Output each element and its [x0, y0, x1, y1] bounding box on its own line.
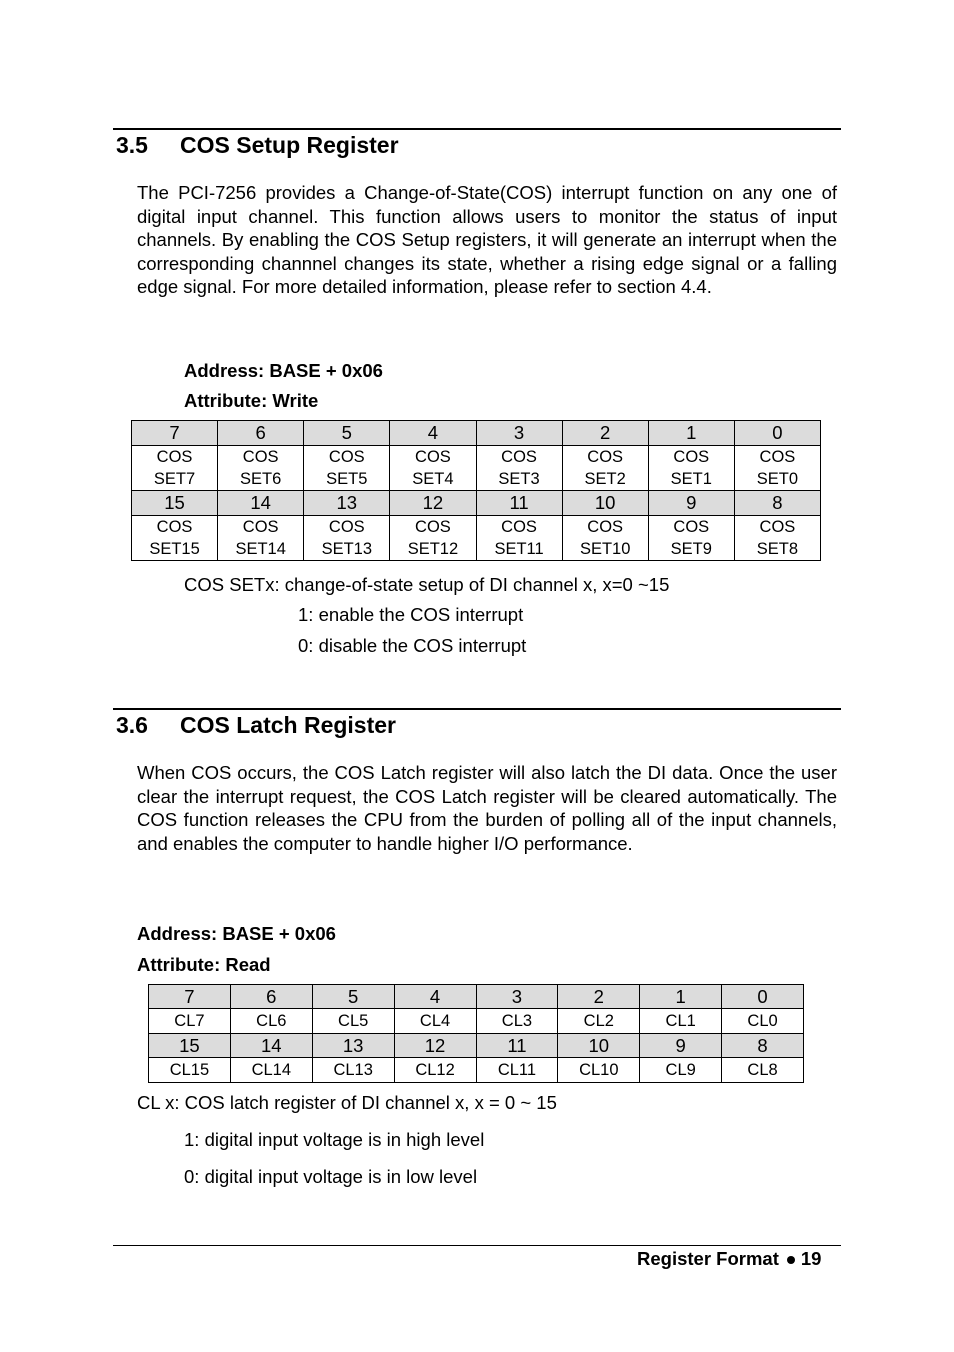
bit-name-cell: [132, 446, 218, 491]
bit-cell: 15: [132, 491, 218, 516]
bit-name-line: SET5: [326, 470, 368, 488]
bit-name-row: [132, 516, 821, 561]
bit-name-cell: [562, 446, 648, 491]
bit-name-line: COS: [587, 518, 624, 536]
bit-name-row: [149, 1009, 804, 1034]
attribute-label: Attribute: Write: [184, 390, 319, 411]
bit-cell: 2: [562, 421, 648, 446]
bit-name-cell: CL0: [722, 1009, 804, 1034]
bit-name-line: COS: [587, 448, 624, 466]
section-number: 3.5: [116, 132, 148, 158]
bit-name-cell: [304, 446, 390, 491]
bit-cell: 10: [558, 1034, 640, 1058]
bit-cell: 11: [476, 491, 562, 516]
bit-name-cell: CL14: [230, 1058, 312, 1083]
register-description: COS SETx: change-of-state setup of DI channel x, x=0 ~15: [184, 574, 670, 595]
bit-name-line: COS: [156, 448, 193, 466]
attribute-label: Attribute: Read: [137, 954, 271, 975]
bit-cell: 14: [218, 491, 304, 516]
option-low: 0: digital input voltage is in low level: [184, 1166, 478, 1187]
bit-cell: 7: [132, 421, 218, 446]
bit-name-cell: [132, 516, 218, 561]
bit-name-cell: CL5: [312, 1009, 394, 1034]
bit-name-line: SET3: [498, 470, 540, 488]
section-divider-top: [113, 128, 841, 130]
bit-name-line: SET1: [670, 470, 712, 488]
bit-cell: 4: [390, 421, 476, 446]
bit-name-line: SET7: [153, 470, 196, 488]
bit-name-row: [132, 446, 821, 491]
bit-name-cell: CL2: [558, 1009, 640, 1034]
bit-name-line: SET0: [756, 470, 799, 488]
bit-cell: 9: [648, 491, 734, 516]
bit-cell: 8: [722, 1034, 804, 1058]
section-paragraph: The PCI-7256 provides a Change-of-State(COS) interrupt function on any one of digital input channel. This function allows users to monitor the status of input channels. By enabling the COS Setup registers, it will generate an interrupt when the corresponding channnel changes its state, whether a rising edge signal or a falling edge signal. For more detailed information, please refer to section 4.4.: [137, 182, 837, 297]
bit-name-line: COS: [673, 448, 710, 466]
bit-cell: 11: [476, 1034, 558, 1058]
bit-name-line: COS: [242, 448, 279, 466]
bit-cell: 7: [149, 985, 231, 1009]
bit-name-cell: CL15: [149, 1058, 231, 1083]
bit-cell: 2: [558, 985, 640, 1009]
bit-cell: 0: [722, 985, 804, 1009]
bit-number-row: [149, 985, 804, 1009]
bit-name-cell: [734, 446, 820, 491]
footer-divider: [113, 1245, 841, 1246]
register-description: CL x: COS latch register of DI channel x, x = 0 ~ 15: [137, 1092, 557, 1113]
bit-name-line: COS: [328, 518, 365, 536]
bit-name-cell: CL13: [312, 1058, 394, 1083]
bit-name-line: SET10: [579, 540, 631, 558]
bit-name-line: COS: [673, 518, 710, 536]
section-title: COS Latch Register: [180, 712, 396, 738]
footer-section-name: Register Format: [637, 1248, 779, 1269]
bit-name-line: SET9: [670, 540, 712, 558]
bit-name-cell: [648, 446, 734, 491]
bit-cell: 15: [149, 1034, 231, 1058]
bit-cell: 13: [312, 1034, 394, 1058]
bit-name-cell: [218, 446, 304, 491]
bit-name-cell: [390, 446, 476, 491]
bit-name-line: SET2: [584, 470, 626, 488]
section-title: COS Setup Register: [180, 132, 399, 158]
section-paragraph: When COS occurs, the COS Latch register will also latch the DI data. Once the user clear the interrupt request, the COS Latch register will be cleared automatically. The COS function releases the CPU from the burden of polling all of the input channels, and enables the computer to handle higher I/O performance.: [137, 762, 837, 854]
option-disable: 0: disable the COS interrupt: [298, 635, 527, 656]
bit-name-cell: CL12: [394, 1058, 476, 1083]
bit-name-cell: [304, 516, 390, 561]
bit-cell: 3: [476, 421, 562, 446]
bit-name-row: [149, 1058, 804, 1083]
bit-cell: 5: [312, 985, 394, 1009]
bit-number-row: [149, 1034, 804, 1058]
cos-setup-register-table: [131, 420, 821, 561]
bit-name-line: SET8: [756, 540, 799, 558]
bit-name-cell: [562, 516, 648, 561]
bit-name-cell: CL6: [230, 1009, 312, 1034]
section-heading-3-6: [116, 712, 396, 739]
bit-name-line: COS: [501, 518, 537, 536]
bit-number-row: [132, 421, 821, 446]
bit-name-cell: [476, 516, 562, 561]
bit-name-line: COS: [242, 518, 279, 536]
address-label: Address: BASE + 0x06: [184, 360, 383, 381]
section-divider-top: [113, 708, 841, 710]
bit-cell: 12: [390, 491, 476, 516]
bit-number-row: [132, 491, 821, 516]
bit-name-cell: [734, 516, 820, 561]
bit-cell: 5: [304, 421, 390, 446]
bit-cell: 9: [640, 1034, 722, 1058]
bit-name-line: COS: [501, 448, 537, 466]
option-enable: 1: enable the COS interrupt: [298, 604, 524, 625]
bit-name-cell: CL9: [640, 1058, 722, 1083]
bit-name-line: SET12: [407, 540, 459, 558]
bit-name-cell: CL10: [558, 1058, 640, 1083]
bit-name-cell: CL8: [722, 1058, 804, 1083]
section-number: 3.6: [116, 712, 148, 738]
bit-cell: 1: [640, 985, 722, 1009]
bit-name-line: SET6: [240, 470, 282, 488]
bit-cell: 13: [304, 491, 390, 516]
bit-name-line: SET13: [321, 540, 373, 558]
address-label: Address: BASE + 0x06: [137, 923, 336, 944]
bit-name-cell: CL4: [394, 1009, 476, 1034]
bit-name-cell: [476, 446, 562, 491]
option-high: 1: digital input voltage is in high level: [184, 1129, 485, 1150]
bit-cell: 8: [734, 491, 820, 516]
page-number: 19: [800, 1248, 822, 1269]
bullet-icon: [787, 1256, 795, 1264]
section-heading-3-5: [116, 132, 399, 159]
bit-cell: 0: [734, 421, 820, 446]
bit-name-cell: CL11: [476, 1058, 558, 1083]
bit-cell: 3: [476, 985, 558, 1009]
page-footer: [637, 1248, 821, 1270]
bit-name-cell: CL7: [149, 1009, 231, 1034]
bit-name-line: COS: [156, 518, 193, 536]
bit-cell: 4: [394, 985, 476, 1009]
bit-cell: 6: [218, 421, 304, 446]
bit-name-cell: [218, 516, 304, 561]
bit-name-line: COS: [415, 518, 451, 536]
bit-name-cell: [390, 516, 476, 561]
bit-name-line: SET15: [149, 540, 200, 558]
bit-cell: 10: [562, 491, 648, 516]
bit-name-line: COS: [759, 518, 796, 536]
bit-cell: 12: [394, 1034, 476, 1058]
bit-name-line: SET4: [412, 470, 454, 488]
bit-name-line: COS: [759, 448, 796, 466]
bit-cell: 6: [230, 985, 312, 1009]
bit-name-line: COS: [415, 448, 451, 466]
bit-name-cell: CL1: [640, 1009, 722, 1034]
bit-name-cell: CL3: [476, 1009, 558, 1034]
bit-name-line: COS: [328, 448, 365, 466]
bit-name-cell: [648, 516, 734, 561]
cos-latch-register-table: [148, 984, 804, 1083]
bit-name-line: SET14: [235, 540, 286, 558]
bit-cell: 14: [230, 1034, 312, 1058]
bit-cell: 1: [648, 421, 734, 446]
bit-name-line: SET11: [494, 540, 544, 558]
